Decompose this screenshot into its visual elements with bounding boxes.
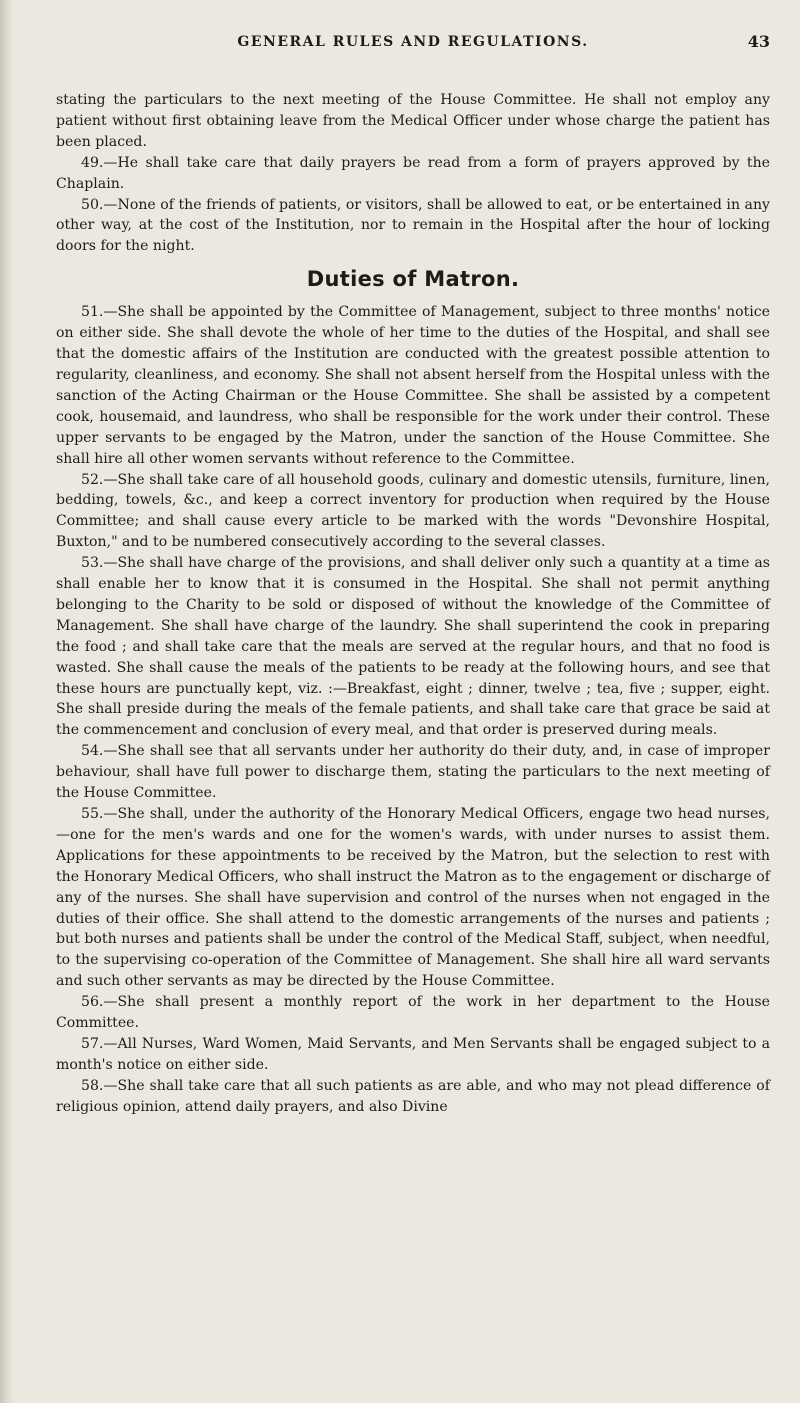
rule-54: 54.—She shall see that all servants under her authority do their duty, and, in case of improper behaviour, shall have full power to discharge them, stating the particulars to the next meeting of the House Committee.	[56, 743, 770, 802]
rule-51: 51.—She shall be appointed by the Committee of Management, subject to three months' notice on either side. She shall devote the whole of her time to the duties of the Hospital, and shall see that the domestic affairs of the Institution are conducted with the greatest possible attention to regularity, cleanliness, and economy. She shall not absent herself from the Hospital unless with the sanction of the Acting Chairman or the House Committee. She shall be assisted by a competent cook, housemaid, and laundress, who shall be responsible for the work under their control. These upper servants to be engaged by the Matron, under the sanction of the House Committee. She shall hire all other women servants without reference to the Committee.	[56, 304, 770, 467]
section-heading: Duties of Matron.	[306, 267, 520, 292]
paragraph-continuation: stating the particulars to the next meeting of the House Committee. He shall not employ any patient without first obtaining leave from the Medical Officer under whose charge the patient has been placed.	[56, 92, 770, 150]
rule-56: 56.—She shall present a monthly report of the work in her department to the House Committee.	[56, 994, 770, 1032]
rule-58: 58.—She shall take care that all such patients as are able, and who may not plead difference of religious opinion, attend daily prayers, and also Divine	[56, 1077, 770, 1115]
rule-52: 52.—She shall take care of all household goods, culinary and domestic utensils, furniture, linen, bedding, towels, &c., and keep a correct inventory for production when required by the House Committee; and shall cause every article to be marked with the words "Devonshire Hospital, Buxton," and to be numbered consecutively according to the several classes.	[56, 471, 770, 551]
page-number: 43	[747, 32, 770, 51]
running-title: GENERAL RULES AND REGULATIONS.	[237, 34, 589, 50]
rule-57: 57.—All Nurses, Ward Women, Maid Servants, and Men Servants shall be engaged subject to a month's notice on either side.	[56, 1035, 770, 1073]
rule-50: 50.—None of the friends of patients, or visitors, shall be allowed to eat, or be entertained in any other way, at the cost of the Institution, nor to remain in the Hospital after the hour of locking doors for the night.	[56, 196, 770, 255]
book-spine-shadow	[0, 0, 14, 1403]
document-page	[56, 30, 770, 1118]
rule-49: 49.—He shall take care that daily prayers be read from a form of prayers approved by the Chaplain.	[56, 154, 770, 192]
rule-53: 53.—She shall have charge of the provisions, and shall deliver only such a quantity at a time as shall enable her to know that it is consumed in the Hospital. She shall not permit anything belonging to the Charity to be sold or disposed of without the knowledge of the Committee of Management. She shall have charge of the laundry. She shall superintend the cook in preparing the food ; and shall take care that the meals are served at the regular hours, and that no food is wasted. She shall cause the meals of the patients to be ready at the following hours, and see that these hours are punctually kept, viz. :—Breakfast, eight ; dinner, twelve ; tea, five ; supper, eight. She shall preside during the meals of the female patients, and shall take care that grace be said at the commencement and conclusion of every meal, and that order is preserved during meals.	[56, 555, 770, 739]
running-header	[56, 30, 770, 60]
rule-55: 55.—She shall, under the authority of the Honorary Medical Officers, engage two head nurses,—one for the men's wards and one for the women's wards, with under nurses to assist them. Applications for these appointments to be received by the Matron, but the selection to rest with the Honorary Medical Officers, who shall instruct the Matron as to the engagement or discharge of any of the nurses. She shall have supervision and control of the nurses when not engaged in the duties of their office. She shall attend to the domestic arrangements of the nurses and patients ; but both nurses and patients shall be under the control of the Medical Staff, subject, when needful, to the supervising co-operation of the Committee of Management. She shall hire all ward servants and such other servants as may be directed by the House Committee.	[56, 806, 770, 990]
